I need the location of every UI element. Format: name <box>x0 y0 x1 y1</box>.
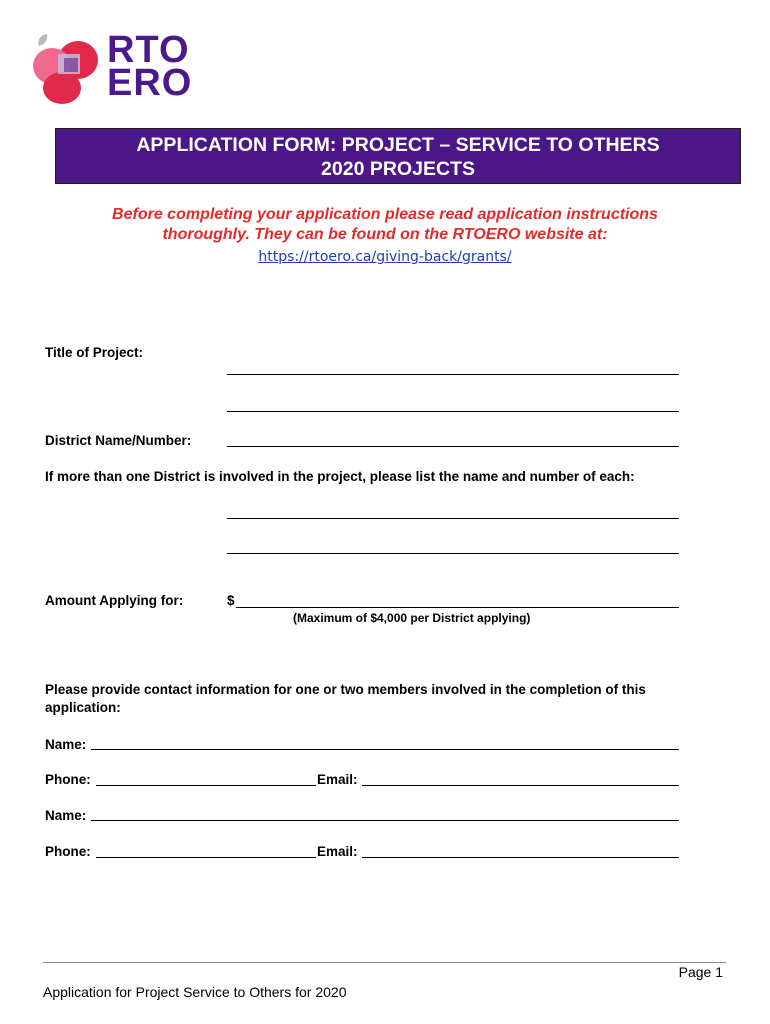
contact-1-email-label: Email: <box>317 772 358 787</box>
contact-1-email-field[interactable] <box>362 785 679 786</box>
footer-divider <box>43 962 726 963</box>
multi-district-label: If more than one District is involved in the project, please list the name and number of each: <box>45 469 635 484</box>
contact-1-phone-field[interactable] <box>96 785 316 786</box>
contact-1-name-label: Name: <box>45 737 87 752</box>
amount-field[interactable] <box>236 607 679 608</box>
contact-instructions-line-2: application: <box>45 700 121 715</box>
district-label: District Name/Number: <box>45 433 192 448</box>
contact-2-email-field[interactable] <box>362 857 679 858</box>
notice-line-1: Before completing your application please read application instructions <box>112 206 658 223</box>
district-field[interactable] <box>227 446 679 447</box>
logo-overlap-inner <box>64 58 78 72</box>
multi-district-field-2[interactable] <box>227 553 679 554</box>
contact-2-email-label: Email: <box>317 844 358 859</box>
grants-link[interactable]: https://rtoero.ca/giving-back/grants/ <box>258 249 512 265</box>
contact-2-phone-field[interactable] <box>96 857 316 858</box>
notice-line-2: thoroughly. They can be found on the RTOERO website at: <box>162 226 608 243</box>
title-of-project-field-2[interactable] <box>227 411 679 412</box>
contact-instructions <box>45 682 735 716</box>
title-banner <box>55 128 741 184</box>
contact-instructions-line-1: Please provide contact information for one or two members involved in the completion of this <box>45 682 646 697</box>
banner-title-line-2: 2020 PROJECTS <box>321 158 475 180</box>
page-number: Page 1 <box>678 964 723 980</box>
currency-symbol: $ <box>227 593 235 608</box>
title-of-project-field-1[interactable] <box>227 374 679 375</box>
logo-wordmark <box>107 29 193 104</box>
contact-1-phone-label: Phone: <box>45 772 91 787</box>
contact-2-name-label: Name: <box>45 808 87 823</box>
banner-title-line-1: APPLICATION FORM: PROJECT – SERVICE TO OTHERS <box>136 134 660 156</box>
amount-maximum-hint: (Maximum of $4,000 per District applying) <box>293 611 531 625</box>
contact-2-phone-label: Phone: <box>45 844 91 859</box>
footer-text: Application for Project Service to Others for 2020 <box>43 984 347 1000</box>
logo-leaf-shape <box>38 34 47 46</box>
logo-line-2: ERO <box>107 62 193 104</box>
contact-1-name-field[interactable] <box>91 749 679 750</box>
title-of-project-label: Title of Project: <box>45 345 144 360</box>
logo-line-1: RTO <box>107 29 190 71</box>
amount-label: Amount Applying for: <box>45 593 184 608</box>
multi-district-field-1[interactable] <box>227 518 679 519</box>
instructions-notice <box>40 205 730 245</box>
logo-circle-bottom <box>43 72 81 104</box>
contact-2-name-field[interactable] <box>91 820 679 821</box>
rtoero-logo-icon <box>30 32 102 106</box>
